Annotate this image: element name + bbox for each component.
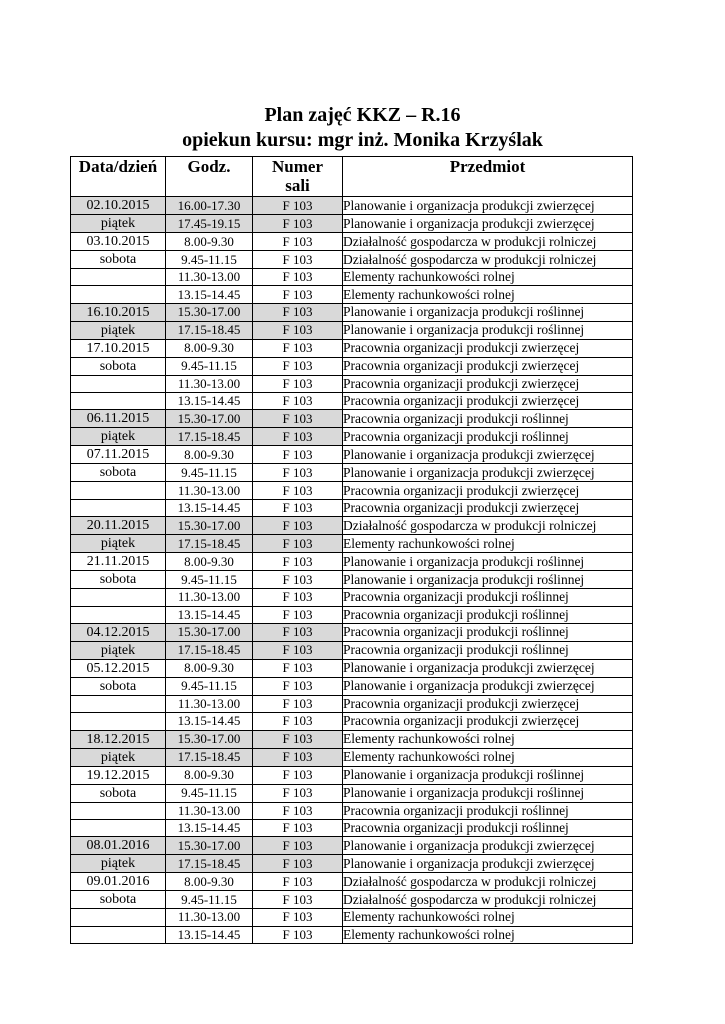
hours-cell: 9.45-11.15: [166, 251, 253, 269]
room-cell: F 103: [253, 641, 343, 659]
room-cell: F 103: [253, 499, 343, 516]
room-cell: F 103: [253, 197, 343, 215]
table-row: [71, 855, 633, 873]
table-row: [71, 269, 633, 286]
hours-cell: 8.00-9.30: [166, 659, 253, 677]
hours-cell: 9.45-11.15: [166, 677, 253, 695]
room-cell: F 103: [253, 819, 343, 836]
hours-cell: 15.30-17.00: [166, 730, 253, 748]
table-row: [71, 482, 633, 499]
room-cell: F 103: [253, 926, 343, 943]
hours-cell: 15.30-17.00: [166, 517, 253, 535]
day-cell: sobota: [71, 251, 166, 269]
table-row: [71, 677, 633, 695]
table-row: [71, 926, 633, 943]
room-cell: F 103: [253, 589, 343, 606]
table-row: [71, 464, 633, 482]
hours-cell: 9.45-11.15: [166, 571, 253, 589]
day-cell: piątek: [71, 535, 166, 553]
room-cell: F 103: [253, 695, 343, 712]
table-row: [71, 909, 633, 926]
room-cell: F 103: [253, 393, 343, 410]
table-row: [71, 784, 633, 802]
hours-cell: 8.00-9.30: [166, 339, 253, 357]
hours-cell: 15.30-17.00: [166, 623, 253, 641]
day-cell: piątek: [71, 855, 166, 873]
table-row: [71, 837, 633, 855]
hours-cell: 17.15-18.45: [166, 855, 253, 873]
hours-cell: 9.45-11.15: [166, 357, 253, 375]
day-cell: piątek: [71, 428, 166, 446]
date-cell: 20.11.2015: [71, 517, 166, 535]
hours-cell: 15.30-17.00: [166, 303, 253, 321]
subject-cell: Pracownia organizacji produkcji roślinnej: [343, 819, 633, 836]
room-cell: F 103: [253, 269, 343, 286]
empty-date-cell: [71, 926, 166, 943]
room-cell: F 103: [253, 446, 343, 464]
day-cell: sobota: [71, 891, 166, 909]
date-cell: 19.12.2015: [71, 766, 166, 784]
empty-date-cell: [71, 269, 166, 286]
table-row: [71, 446, 633, 464]
subject-cell: Pracownia organizacji produkcji roślinnej: [343, 641, 633, 659]
subject-cell: Planowanie i organizacja produkcji zwierzęcej: [343, 659, 633, 677]
table-row: [71, 802, 633, 819]
table-row: [71, 589, 633, 606]
date-cell: 09.01.2016: [71, 873, 166, 891]
table-row: [71, 215, 633, 233]
room-cell: F 103: [253, 766, 343, 784]
day-cell: piątek: [71, 748, 166, 766]
subject-cell: Pracownia organizacji produkcji roślinnej: [343, 589, 633, 606]
date-cell: 04.12.2015: [71, 623, 166, 641]
table-row: [71, 517, 633, 535]
room-cell: F 103: [253, 713, 343, 730]
day-cell: piątek: [71, 641, 166, 659]
subject-cell: Pracownia organizacji produkcji zwierzęcej: [343, 482, 633, 499]
column-header-hours: Godz.: [166, 157, 253, 197]
room-cell: F 103: [253, 321, 343, 339]
hours-cell: 11.30-13.00: [166, 269, 253, 286]
column-header-subject: Przedmiot: [343, 157, 633, 197]
column-header-date: Data/dzień: [71, 157, 166, 197]
document-title: Plan zajęć KKZ – R.16: [264, 104, 461, 126]
date-cell: 21.11.2015: [71, 553, 166, 571]
day-cell: piątek: [71, 321, 166, 339]
room-cell: F 103: [253, 251, 343, 269]
subject-cell: Pracownia organizacji produkcji zwierzęcej: [343, 713, 633, 730]
hours-cell: 11.30-13.00: [166, 482, 253, 499]
room-cell: F 103: [253, 677, 343, 695]
empty-date-cell: [71, 819, 166, 836]
date-cell: 17.10.2015: [71, 339, 166, 357]
table-row: [71, 623, 633, 641]
table-row: [71, 695, 633, 712]
table-row: [71, 410, 633, 428]
subject-cell: Pracownia organizacji produkcji zwierzęcej: [343, 339, 633, 357]
hours-cell: 17.15-18.45: [166, 748, 253, 766]
subject-cell: Planowanie i organizacja produkcji zwierzęcej: [343, 197, 633, 215]
table-row: [71, 233, 633, 251]
subject-cell: Pracownia organizacji produkcji roślinnej: [343, 428, 633, 446]
table-row: [71, 659, 633, 677]
room-cell: F 103: [253, 855, 343, 873]
day-cell: piątek: [71, 215, 166, 233]
table-row: [71, 393, 633, 410]
hours-cell: 13.15-14.45: [166, 713, 253, 730]
hours-cell: 8.00-9.30: [166, 766, 253, 784]
room-cell: F 103: [253, 730, 343, 748]
hours-cell: 13.15-14.45: [166, 819, 253, 836]
table-row: [71, 641, 633, 659]
hours-cell: 8.00-9.30: [166, 233, 253, 251]
table-row: [71, 571, 633, 589]
subject-cell: Planowanie i organizacja produkcji zwierzęcej: [343, 446, 633, 464]
room-cell: F 103: [253, 215, 343, 233]
subject-cell: Pracownia organizacji produkcji zwierzęcej: [343, 375, 633, 392]
empty-date-cell: [71, 286, 166, 303]
date-cell: 06.11.2015: [71, 410, 166, 428]
table-row: [71, 286, 633, 303]
subject-cell: Planowanie i organizacja produkcji roślinnej: [343, 766, 633, 784]
subject-cell: Elementy rachunkowości rolnej: [343, 730, 633, 748]
hours-cell: 17.15-18.45: [166, 535, 253, 553]
room-cell: F 103: [253, 233, 343, 251]
empty-date-cell: [71, 393, 166, 410]
room-cell: F 103: [253, 286, 343, 303]
date-cell: 05.12.2015: [71, 659, 166, 677]
table-row: [71, 535, 633, 553]
subject-cell: Działalność gospodarcza w produkcji rolniczej: [343, 873, 633, 891]
room-cell: F 103: [253, 837, 343, 855]
subject-cell: Działalność gospodarcza w produkcji rolniczej: [343, 233, 633, 251]
schedule-body: [71, 197, 633, 944]
subject-cell: Planowanie i organizacja produkcji roślinnej: [343, 571, 633, 589]
subject-cell: Planowanie i organizacja produkcji zwierzęcej: [343, 215, 633, 233]
hours-cell: 8.00-9.30: [166, 446, 253, 464]
room-cell: F 103: [253, 748, 343, 766]
hours-cell: 13.15-14.45: [166, 499, 253, 516]
date-cell: 08.01.2016: [71, 837, 166, 855]
empty-date-cell: [71, 606, 166, 623]
hours-cell: 11.30-13.00: [166, 909, 253, 926]
day-cell: sobota: [71, 357, 166, 375]
room-cell: F 103: [253, 357, 343, 375]
table-row: [71, 197, 633, 215]
schedule-table: [70, 156, 633, 944]
empty-date-cell: [71, 909, 166, 926]
subject-cell: Działalność gospodarcza w produkcji rolniczej: [343, 891, 633, 909]
hours-cell: 11.30-13.00: [166, 695, 253, 712]
subject-cell: Planowanie i organizacja produkcji zwierzęcej: [343, 677, 633, 695]
date-cell: 16.10.2015: [71, 303, 166, 321]
empty-date-cell: [71, 482, 166, 499]
table-row: [71, 819, 633, 836]
room-cell: F 103: [253, 428, 343, 446]
subject-cell: Elementy rachunkowości rolnej: [343, 286, 633, 303]
room-cell: F 103: [253, 535, 343, 553]
room-cell: F 103: [253, 606, 343, 623]
table-row: [71, 339, 633, 357]
subject-cell: Pracownia organizacji produkcji roślinnej: [343, 606, 633, 623]
room-cell: F 103: [253, 909, 343, 926]
empty-date-cell: [71, 695, 166, 712]
room-cell: F 103: [253, 784, 343, 802]
subject-cell: Pracownia organizacji produkcji zwierzęcej: [343, 393, 633, 410]
subject-cell: Planowanie i organizacja produkcji zwierzęcej: [343, 855, 633, 873]
hours-cell: 9.45-11.15: [166, 784, 253, 802]
empty-date-cell: [71, 802, 166, 819]
room-cell: F 103: [253, 802, 343, 819]
room-cell: F 103: [253, 659, 343, 677]
day-cell: sobota: [71, 464, 166, 482]
empty-date-cell: [71, 375, 166, 392]
subject-cell: Elementy rachunkowości rolnej: [343, 909, 633, 926]
date-cell: 07.11.2015: [71, 446, 166, 464]
date-cell: 03.10.2015: [71, 233, 166, 251]
subject-cell: Elementy rachunkowości rolnej: [343, 926, 633, 943]
day-cell: sobota: [71, 784, 166, 802]
table-row: [71, 873, 633, 891]
day-cell: sobota: [71, 677, 166, 695]
room-cell: F 103: [253, 410, 343, 428]
subject-cell: Elementy rachunkowości rolnej: [343, 269, 633, 286]
table-row: [71, 375, 633, 392]
subject-cell: Planowanie i organizacja produkcji roślinnej: [343, 553, 633, 571]
hours-cell: 13.15-14.45: [166, 606, 253, 623]
subject-cell: Planowanie i organizacja produkcji roślinnej: [343, 784, 633, 802]
hours-cell: 17.45-19.15: [166, 215, 253, 233]
hours-cell: 11.30-13.00: [166, 802, 253, 819]
table-row: [71, 357, 633, 375]
room-cell: F 103: [253, 517, 343, 535]
subject-cell: Pracownia organizacji produkcji zwierzęcej: [343, 695, 633, 712]
room-cell: F 103: [253, 571, 343, 589]
hours-cell: 8.00-9.30: [166, 873, 253, 891]
table-row: [71, 303, 633, 321]
subject-cell: Działalność gospodarcza w produkcji rolniczej: [343, 517, 633, 535]
empty-date-cell: [71, 589, 166, 606]
subject-cell: Planowanie i organizacja produkcji roślinnej: [343, 321, 633, 339]
hours-cell: 13.15-14.45: [166, 286, 253, 303]
hours-cell: 11.30-13.00: [166, 375, 253, 392]
date-cell: 02.10.2015: [71, 197, 166, 215]
day-cell: sobota: [71, 571, 166, 589]
date-cell: 18.12.2015: [71, 730, 166, 748]
table-row: [71, 428, 633, 446]
table-row: [71, 748, 633, 766]
room-cell: F 103: [253, 623, 343, 641]
empty-date-cell: [71, 713, 166, 730]
hours-cell: 17.15-18.45: [166, 428, 253, 446]
room-cell: F 103: [253, 464, 343, 482]
table-row: [71, 321, 633, 339]
hours-cell: 11.30-13.00: [166, 589, 253, 606]
room-cell: F 103: [253, 303, 343, 321]
room-cell: F 103: [253, 375, 343, 392]
subject-cell: Planowanie i organizacja produkcji zwierzęcej: [343, 837, 633, 855]
hours-cell: 9.45-11.15: [166, 891, 253, 909]
column-header-room: Numer sali: [253, 157, 343, 197]
table-row: [71, 553, 633, 571]
subject-cell: Działalność gospodarcza w produkcji rolniczej: [343, 251, 633, 269]
room-cell: F 103: [253, 482, 343, 499]
table-row: [71, 499, 633, 516]
hours-cell: 9.45-11.15: [166, 464, 253, 482]
subject-cell: Elementy rachunkowości rolnej: [343, 748, 633, 766]
subject-cell: Planowanie i organizacja produkcji zwierzęcej: [343, 464, 633, 482]
hours-cell: 17.15-18.45: [166, 321, 253, 339]
table-row: [71, 606, 633, 623]
hours-cell: 13.15-14.45: [166, 393, 253, 410]
empty-date-cell: [71, 499, 166, 516]
subject-cell: Pracownia organizacji produkcji zwierzęcej: [343, 499, 633, 516]
room-cell: F 103: [253, 339, 343, 357]
subject-cell: Pracownia organizacji produkcji zwierzęcej: [343, 357, 633, 375]
table-row: [71, 713, 633, 730]
hours-cell: 13.15-14.45: [166, 926, 253, 943]
table-row: [71, 730, 633, 748]
hours-cell: 8.00-9.30: [166, 553, 253, 571]
hours-cell: 15.30-17.00: [166, 837, 253, 855]
subject-cell: Pracownia organizacji produkcji roślinnej: [343, 623, 633, 641]
course-supervisor: opiekun kursu: mgr inż. Monika Krzyślak: [182, 129, 543, 151]
table-row: [71, 766, 633, 784]
hours-cell: 17.15-18.45: [166, 641, 253, 659]
subject-cell: Planowanie i organizacja produkcji roślinnej: [343, 303, 633, 321]
subject-cell: Pracownia organizacji produkcji roślinnej: [343, 802, 633, 819]
room-cell: F 103: [253, 553, 343, 571]
table-row: [71, 891, 633, 909]
hours-cell: 15.30-17.00: [166, 410, 253, 428]
table-header-row: [71, 157, 633, 197]
table-row: [71, 251, 633, 269]
hours-cell: 16.00-17.30: [166, 197, 253, 215]
subject-cell: Elementy rachunkowości rolnej: [343, 535, 633, 553]
subject-cell: Pracownia organizacji produkcji roślinnej: [343, 410, 633, 428]
room-cell: F 103: [253, 891, 343, 909]
room-cell: F 103: [253, 873, 343, 891]
